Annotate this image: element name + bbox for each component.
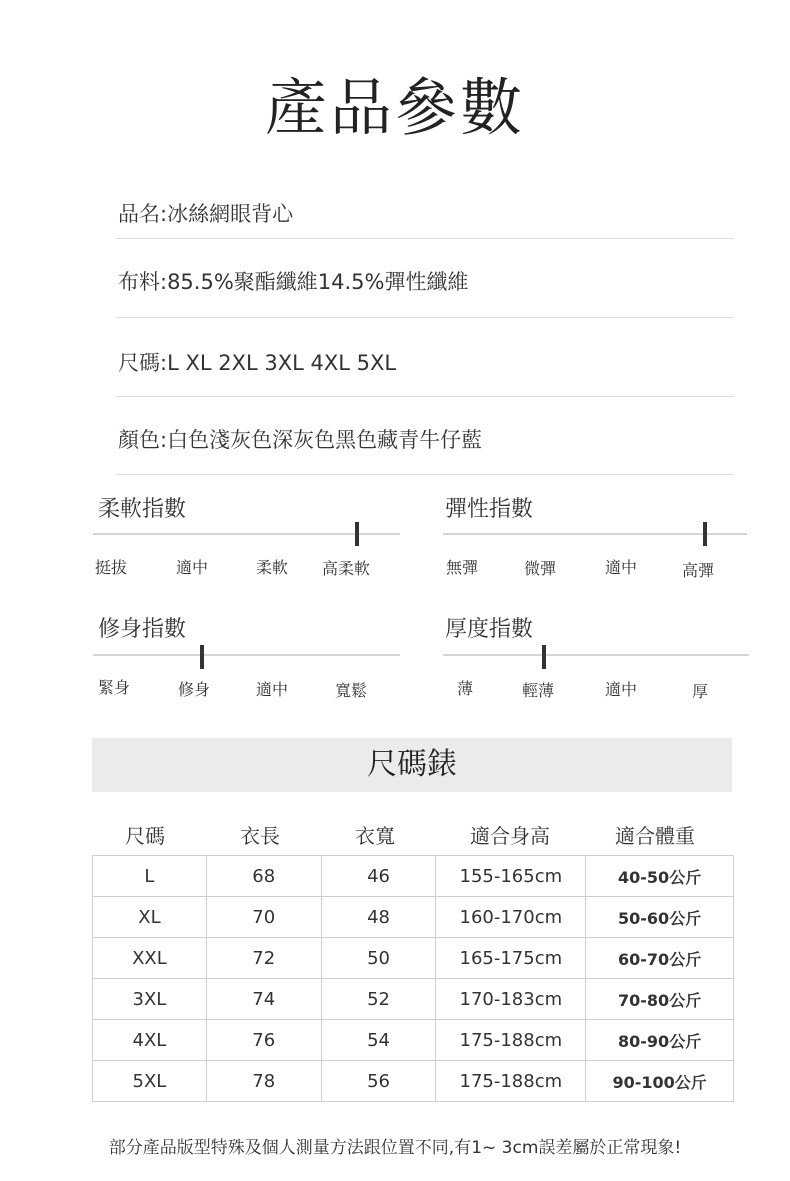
size-chart-table [92,855,734,1102]
softness-option: 適中 [176,558,209,577]
fit-index-title: 修身指數 [98,617,187,642]
size-cell: 3XL [93,979,207,1020]
softness-option: 高柔軟 [322,559,371,578]
size-chart-header: 尺碼 [125,824,165,848]
weight-cell: 40-50公斤 [586,856,734,897]
weight-cell: 60-70公斤 [586,938,734,979]
footnote: 部分產品版型特殊及個人測量方法跟位置不同,有1~ 3cm誤差屬於正常現象! [108,1138,682,1158]
width-cell: 48 [321,897,436,938]
weight-cell: 80-90公斤 [586,1020,734,1061]
fit-option: 修身 [178,680,211,699]
length-cell: 68 [206,856,321,897]
elasticity-index-marker [703,522,707,546]
param-sizes: 尺碼:L XL 2XL 3XL 4XL 5XL [118,351,397,375]
size-chart-title: 尺碼錶 [92,738,732,792]
elasticity-option: 微彈 [524,559,557,578]
size-cell: 5XL [93,1061,207,1102]
elasticity-option: 適中 [605,558,638,577]
height-cell: 165-175cm [436,938,586,979]
param-fabric: 布料:85.5%聚酯纖維14.5%彈性纖維 [118,270,469,294]
table-row [93,979,734,1020]
elasticity-index-scale [443,533,747,535]
size-cell: XL [93,897,207,938]
size-chart-header: 衣長 [240,824,280,848]
length-cell: 70 [206,897,321,938]
thickness-option: 厚 [692,682,709,701]
length-cell: 76 [206,1020,321,1061]
fit-index-marker [200,645,204,669]
thickness-option: 輕薄 [522,681,555,700]
fit-index-scale [93,654,400,656]
softness-index-marker [355,522,359,546]
size-chart-header: 適合體重 [615,824,695,848]
width-cell: 46 [321,856,436,897]
length-cell: 78 [206,1061,321,1102]
weight-cell: 90-100公斤 [586,1061,734,1102]
elasticity-option: 高彈 [682,561,715,580]
softness-option: 柔軟 [256,558,289,577]
elasticity-index-title: 彈性指數 [445,497,534,522]
height-cell: 175-188cm [436,1061,586,1102]
table-row [93,897,734,938]
thickness-index-scale [443,654,749,656]
fit-option: 寬鬆 [335,681,368,700]
size-chart-header: 衣寬 [355,824,395,848]
size-cell: XXL [93,938,207,979]
softness-index-scale [93,533,400,535]
divider [116,396,734,397]
size-cell: 4XL [93,1020,207,1061]
size-cell: L [93,856,207,897]
elasticity-option: 無彈 [446,558,479,577]
weight-cell: 50-60公斤 [586,897,734,938]
softness-index-title: 柔軟指數 [98,497,187,522]
thickness-index-title: 厚度指數 [445,617,534,642]
width-cell: 54 [321,1020,436,1061]
height-cell: 170-183cm [436,979,586,1020]
width-cell: 56 [321,1061,436,1102]
height-cell: 155-165cm [436,856,586,897]
table-row [93,938,734,979]
divider [116,238,734,239]
param-product-name: 品名:冰絲網眼背心 [118,202,294,226]
page-title: 產品參數 [264,71,525,144]
table-row [93,856,734,897]
width-cell: 52 [321,979,436,1020]
thickness-index-marker [542,645,546,669]
fit-option: 緊身 [98,678,131,697]
thickness-option: 適中 [605,680,638,699]
divider [116,474,734,475]
thickness-option: 薄 [457,679,474,698]
height-cell: 175-188cm [436,1020,586,1061]
softness-option: 挺拔 [95,558,128,577]
size-chart-header: 適合身高 [470,824,550,848]
param-colors: 顏色:白色淺灰色深灰色黑色藏青牛仔藍 [118,428,483,452]
weight-cell: 70-80公斤 [586,979,734,1020]
divider [116,317,734,318]
table-row [93,1061,734,1102]
length-cell: 72 [206,938,321,979]
height-cell: 160-170cm [436,897,586,938]
fit-option: 適中 [256,680,289,699]
table-row [93,1020,734,1061]
width-cell: 50 [321,938,436,979]
length-cell: 74 [206,979,321,1020]
